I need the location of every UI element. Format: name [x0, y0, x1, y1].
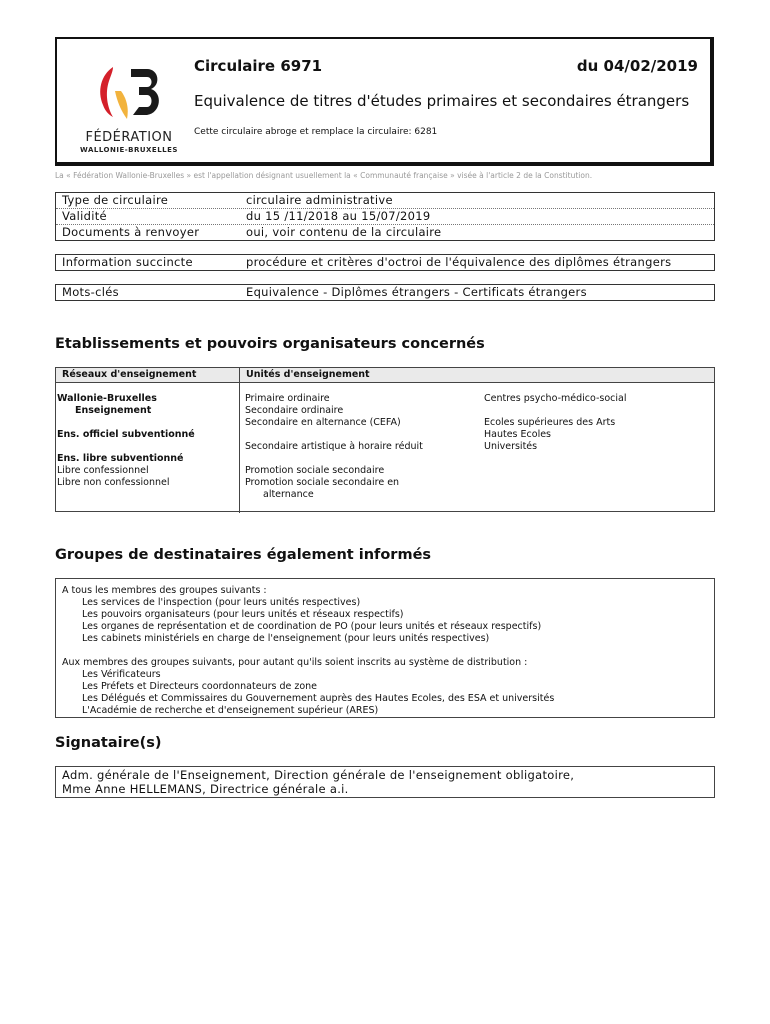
reseau-non-confessionnel: Libre non confessionnel: [57, 477, 170, 488]
groupes-item: Les Préfets et Directeurs coordonnateurs de zone: [82, 681, 318, 692]
unite-item: Secondaire ordinaire: [245, 405, 344, 416]
unite-item: alternance: [263, 489, 314, 500]
signataire-line: Mme Anne HELLEMANS, Directrice générale a.i.: [62, 782, 349, 796]
circular-number: Circulaire 6971: [194, 57, 323, 75]
groupes-item: Les Vérificateurs: [82, 669, 161, 680]
reseau-wb-enseignement: Enseignement: [75, 405, 152, 416]
unite-item: Promotion sociale secondaire en: [245, 477, 400, 488]
section-heading-groupes: Groupes de destinataires également informés: [55, 547, 432, 563]
groupes-item: Les cabinets ministériels en charge de l'enseignement (pour leurs unités respectives): [82, 633, 490, 644]
unite-item: Ecoles supérieures des Arts: [484, 417, 616, 428]
unite-item: Secondaire artistique à horaire réduit: [245, 441, 423, 452]
groupes-intro: A tous les membres des groupes suivants :: [62, 585, 267, 596]
info-row-succinct: [56, 255, 714, 270]
info-row-type: [56, 193, 714, 209]
etablissements-body: [56, 383, 714, 513]
section-heading-signataire: Signataire(s): [55, 735, 162, 751]
signataire-line: Adm. générale de l'Enseignement, Direction générale de l'enseignement obligatoire,: [62, 768, 575, 782]
groupes-item: Les pouvoirs organisateurs (pour leurs unités et réseaux respectifs): [82, 609, 404, 620]
groupes-intro: Aux membres des groupes suivants, pour autant qu'ils soient inscrits au système de distribution :: [62, 657, 528, 668]
col-header-reseaux: Réseaux d'enseignement: [56, 368, 240, 382]
signataire-box: [55, 766, 715, 798]
logo-line1: FÉDÉRATION: [85, 130, 173, 145]
section-heading-etablissements: Etablissements et pouvoirs organisateurs concernés: [55, 336, 485, 352]
logo-line2: WALLONIE-BRUXELLES: [80, 146, 178, 154]
info-label: Information succincte: [62, 255, 193, 269]
info-value: procédure et critères d'octroi de l'équivalence des diplômes étrangers: [246, 255, 672, 269]
info-row-validity: [56, 209, 714, 225]
info-row-keywords: [56, 285, 714, 300]
disclaimer: La « Fédération Wallonie-Bruxelles » est l'appellation désignant usuellement la « Communauté française » visée à l'article 2 de la Constitution.: [55, 171, 593, 180]
groupes-item: Les organes de représentation et de coordination de PO (pour leurs unités et réseaux respectifs): [82, 621, 542, 632]
reseau-officiel: Ens. officiel subventionné: [57, 429, 195, 440]
info-label: Validité: [62, 209, 107, 223]
unite-item: Centres psycho-médico-social: [484, 393, 627, 404]
info-label: Documents à renvoyer: [62, 225, 200, 239]
fwb-logo: [79, 61, 179, 161]
unite-item: Secondaire en alternance (CEFA): [245, 417, 401, 428]
reseaux-column: [56, 383, 240, 513]
groupes-box: [55, 578, 715, 718]
etablissements-header: [56, 368, 714, 383]
info-value: Equivalence - Diplômes étrangers - Certificats étrangers: [246, 285, 587, 299]
info-row-documents: [56, 225, 714, 240]
info-label: Type de circulaire: [62, 193, 169, 207]
groupes-item: L'Académie de recherche et d'enseignement supérieur (ARES): [82, 705, 379, 716]
keywords-table: [55, 284, 715, 301]
info-value: du 15 /11/2018 au 15/07/2019: [246, 209, 431, 223]
circular-date: du 04/02/2019: [576, 57, 698, 75]
reseau-confessionnel: Libre confessionnel: [57, 465, 149, 476]
unite-item: Promotion sociale secondaire: [245, 465, 385, 476]
reseau-libre: Ens. libre subventionné: [57, 453, 184, 464]
circular-title: Equivalence de titres d'études primaires et secondaires étrangers: [194, 92, 690, 110]
info-label: Mots-clés: [62, 285, 119, 299]
succinct-table: [55, 254, 715, 271]
unite-item: Universités: [484, 441, 538, 452]
header-box: [55, 37, 714, 166]
groupes-item: Les Délégués et Commissaires du Gouvernement auprès des Hautes Ecoles, des ESA et universités: [82, 693, 555, 704]
fwb-logo-icon: [91, 61, 167, 127]
etablissements-table: [55, 367, 715, 512]
info-value: circulaire administrative: [246, 193, 393, 207]
col-header-unites: Unités d'enseignement: [246, 369, 370, 380]
unite-item: Hautes Ecoles: [484, 429, 551, 440]
reseau-wb: Wallonie-Bruxelles: [57, 393, 157, 404]
abrogation-note: Cette circulaire abroge et remplace la circulaire: 6281: [194, 127, 438, 137]
info-table: [55, 192, 715, 241]
unite-item: Primaire ordinaire: [245, 393, 330, 404]
info-value: oui, voir contenu de la circulaire: [246, 225, 442, 239]
groupes-item: Les services de l'inspection (pour leurs unités respectives): [82, 597, 361, 608]
